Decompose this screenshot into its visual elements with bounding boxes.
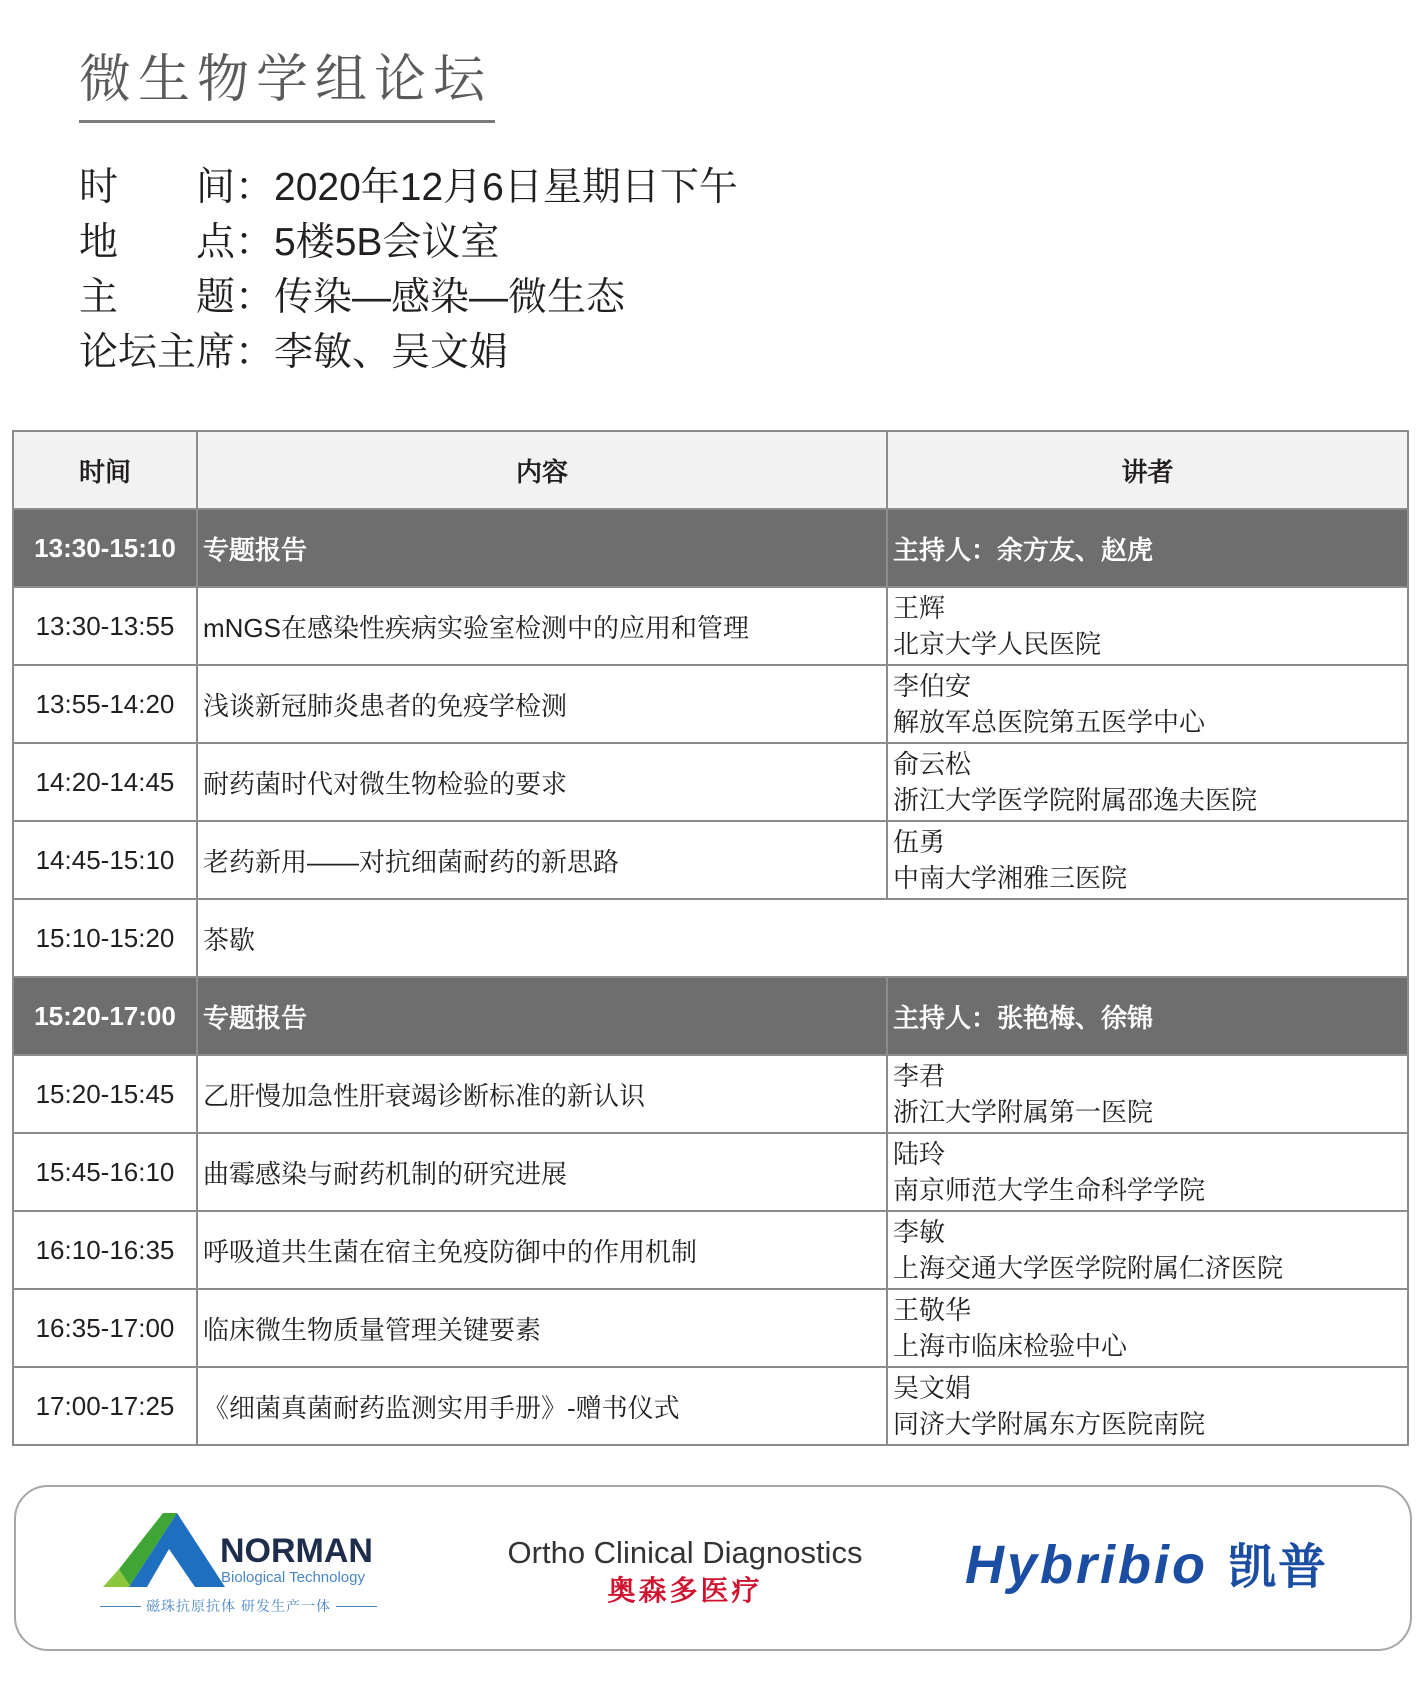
info-label-start: 论坛主席： [79,331,275,374]
session-block [13,977,1408,1445]
talk-topic: 浅谈新冠肺炎患者的免疫学检测 [197,665,887,743]
speaker-name: 李伯安 [893,671,972,701]
info-label-end: 间： [195,166,274,209]
schedule-table [12,430,1409,1446]
talk-speaker-cell [887,1367,1408,1445]
speaker-name: 王辉 [893,593,946,623]
section-host: 主持人：张艳梅、徐锦 [887,977,1408,1055]
speaker-name: 王敬华 [893,1295,972,1325]
info-label-start: 主 [79,276,119,319]
hybribio-name-cn: 凯普 [1228,1541,1329,1594]
talk-time: 15:20-15:45 [13,1055,197,1133]
speaker-institution: 上海市临床检验中心 [893,1331,1128,1361]
ortho-name-cn: 奥森多医疗 [607,1575,763,1606]
talk-speaker-cell [887,1289,1408,1367]
talk-speaker-cell [887,743,1408,821]
header-row [13,431,1408,509]
info-label [79,270,274,325]
info-label-end: 题： [195,276,274,319]
talk-time: 16:35-17:00 [13,1289,197,1367]
speaker-name: 吴文娟 [893,1373,972,1403]
info-label [79,325,274,380]
section-row [13,509,1408,587]
header-speaker: 讲者 [887,431,1408,509]
talk-time: 17:00-17:25 [13,1367,197,1445]
speaker-institution: 解放军总医院第五医学中心 [893,707,1206,737]
info-label-end: 点： [195,221,274,264]
info-line-time [79,160,738,215]
talk-speaker-cell [887,1133,1408,1211]
talk-speaker-cell [887,665,1408,743]
talk-row [13,665,1408,743]
info-value: 2020年12月6日星期日下午 [274,166,738,209]
talk-speaker-cell [887,1055,1408,1133]
talk-row [13,1055,1408,1133]
hybribio-name: Hybribio [965,1535,1209,1595]
break-label: 茶歇 [197,899,1408,977]
speaker-name: 俞云松 [893,749,972,779]
break-row [13,899,1408,977]
talk-row [13,587,1408,665]
talk-row [13,743,1408,821]
talk-topic: 《细菌真菌耐药监测实用手册》-赠书仪式 [197,1367,887,1445]
section-time: 13:30-15:10 [13,509,197,587]
info-line-chair [79,325,738,380]
talk-row [13,1289,1408,1367]
talk-topic: 呼吸道共生菌在宿主免疫防御中的作用机制 [197,1211,887,1289]
speaker-institution: 浙江大学附属第一医院 [893,1097,1154,1127]
norman-subtitle: Biological Technology [221,1569,365,1586]
talk-row [13,1367,1408,1445]
talk-speaker-cell [887,1211,1408,1289]
talk-row [13,1211,1408,1289]
talk-time: 13:30-13:55 [13,587,197,665]
talk-row [13,821,1408,899]
speaker-name: 李敏 [893,1217,946,1247]
tagline-rule-left [100,1606,141,1607]
header-time: 时间 [13,431,197,509]
info-value: 李敏、吴文娟 [274,331,509,374]
info-line-place [79,215,738,270]
info-label [79,215,274,270]
section-time: 15:20-17:00 [13,977,197,1055]
norman-name: NORMAN [220,1532,373,1570]
talk-time: 14:20-14:45 [13,743,197,821]
section-row [13,977,1408,1055]
ortho-name: Ortho Clinical Diagnostics [507,1535,863,1570]
section-title: 专题报告 [197,977,887,1055]
tagline-rule-right [336,1606,377,1607]
speaker-institution: 北京大学人民医院 [893,629,1102,659]
talk-topic: mNGS在感染性疾病实验室检测中的应用和管理 [197,587,887,665]
section-host: 主持人：余方友、赵虎 [887,509,1408,587]
speaker-institution: 中南大学湘雅三医院 [893,863,1128,893]
speaker-name: 伍勇 [893,827,946,857]
speaker-institution: 浙江大学医学院附属邵逸夫医院 [893,785,1258,815]
title-underline [79,120,495,123]
tagline-text: 磁珠抗原抗体 研发生产一体 [146,1598,331,1614]
talk-time: 13:55-14:20 [13,665,197,743]
talk-speaker-cell [887,587,1408,665]
speaker-institution: 上海交通大学医学院附属仁济医院 [893,1253,1284,1283]
talk-topic: 临床微生物质量管理关键要素 [197,1289,887,1367]
talk-speaker-cell [887,821,1408,899]
talk-topic: 曲霉感染与耐药机制的研究进展 [197,1133,887,1211]
info-label-start: 地 [79,221,119,264]
section-title: 专题报告 [197,509,887,587]
page-title: 微生物学组论坛 [79,51,493,109]
talk-time: 16:10-16:35 [13,1211,197,1289]
info-value: 5楼5B会议室 [274,221,500,264]
break-time: 15:10-15:20 [13,899,197,977]
speaker-institution: 南京师范大学生命科学学院 [893,1175,1206,1205]
norman-logo-icon [103,1513,225,1587]
speaker-name: 李君 [893,1061,946,1091]
talk-topic: 乙肝慢加急性肝衰竭诊断标准的新认识 [197,1055,887,1133]
talk-row [13,1133,1408,1211]
info-line-theme [79,270,738,325]
info-list [79,160,738,380]
break-block [13,899,1408,977]
talk-topic: 老药新用——对抗细菌耐药的新思路 [197,821,887,899]
info-label-start: 时 [79,166,119,209]
talk-time: 14:45-15:10 [13,821,197,899]
talk-topic: 耐药菌时代对微生物检验的要求 [197,743,887,821]
session-block [13,509,1408,899]
info-value: 传染—感染—微生态 [274,276,626,319]
norman-tagline [100,1596,377,1616]
speaker-institution: 同济大学附属东方医院南院 [893,1409,1206,1439]
speaker-name: 陆玲 [893,1139,946,1169]
header-content: 内容 [197,431,887,509]
talk-time: 15:45-16:10 [13,1133,197,1211]
info-label [79,160,274,215]
